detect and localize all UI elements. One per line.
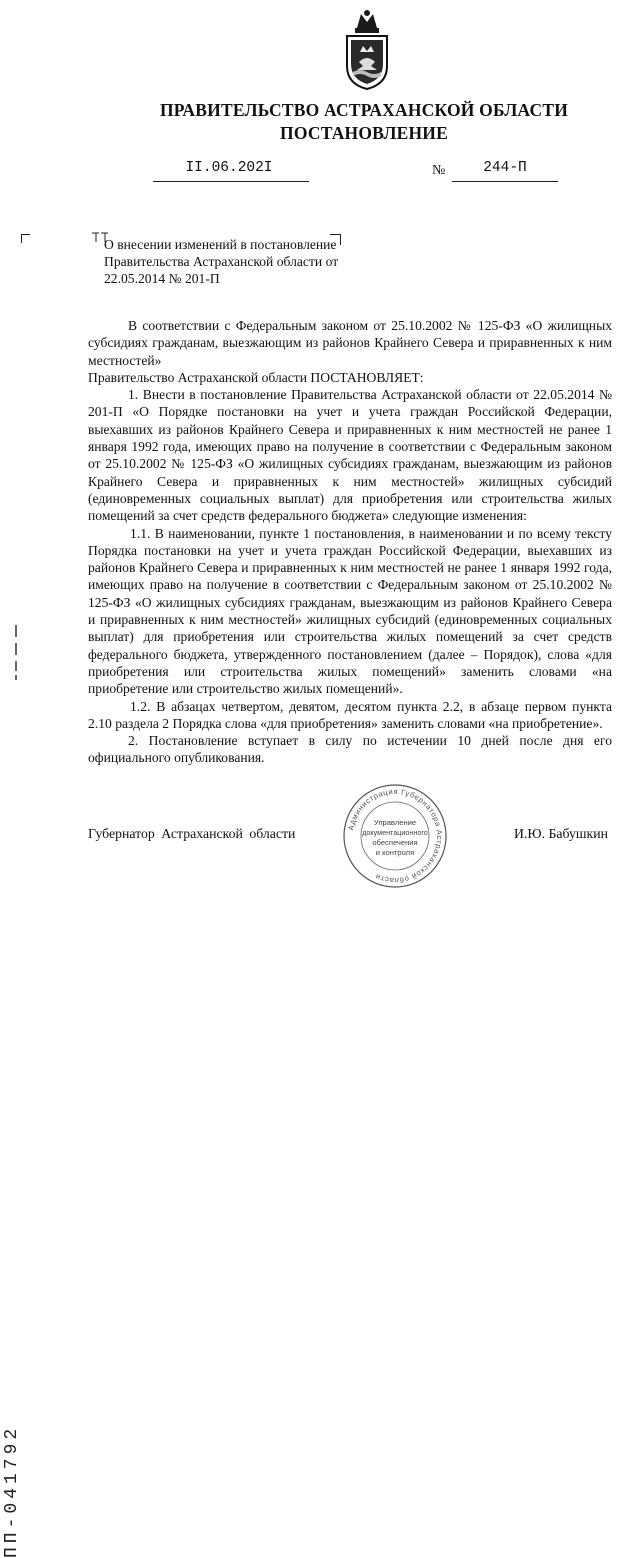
signer-position: Губернатор Астраханской области <box>88 826 296 841</box>
government-title: ПРАВИТЕЛЬСТВО АСТРАХАНСКОЙ ОБЛАСТИ <box>159 100 569 120</box>
document-body <box>88 317 612 767</box>
item-2-paragraph: 2. Постановление вступает в силу по истечении 10 дней после дня его официального опубликования. <box>88 733 612 766</box>
seal-ring-text: Администрация Губернатора Астраханской области <box>346 786 445 886</box>
number-sign: № <box>432 163 446 178</box>
item-1-1-paragraph: 1.1. В наименовании, пункте 1 постановления, в наименовании и по всему тексту Порядка постановки на учет и учета граждан Российской Федерации, выехавших из районов Крайнего Севера и приравненных к ним местностей не ранее 1 января 1992 года, имеющих право на получение в соответствии с Федеральным законом от 25.10.2002 № 125-ФЗ «О жилищных субсидиях гражданам, выезжающим из районов Крайнего Севера и приравненных к ним местностей» жилищных субсидий (единовременных социальных выплат) для приобретения или строительства жилых помещений за счет средств федерального бюджета, утвержденного постановлением (далее – Порядок), слова «для приобретения или строительства жилых помещений» заменить словами «на приобретение или строительство жилых помещений». <box>88 525 612 697</box>
official-seal-stamp <box>341 782 449 890</box>
decree-paragraph: Правительство Астраханской области ПОСТАНОВЛЯЕТ: <box>88 369 424 385</box>
document-subject: О внесении изменений в постановление Правительства Астраханской области от 22.05.2014 № 201-П <box>104 237 339 287</box>
side-serial-wrapper <box>2 700 46 1558</box>
seal-line-4: и контроля <box>375 848 415 857</box>
document-date: II.06.202I <box>185 160 273 176</box>
document-kind: ПОСТАНОВЛЕНИЕ <box>280 123 448 143</box>
coat-of-arms-icon <box>343 8 391 90</box>
side-serial-number: ПП-041792 <box>2 1424 22 1558</box>
document-number: 244-П <box>483 160 527 176</box>
side-tick-marks <box>14 625 22 680</box>
date-underline <box>153 181 309 182</box>
seal-line-3: обеспечения <box>372 838 418 847</box>
preamble-paragraph: В соответствии с Федеральным законом от 25.10.2002 № 125-ФЗ «О жилищных субсидиях гражданам, выезжающим из районов Крайнего Севера и приравненных к ним местностей» <box>88 318 612 368</box>
seal-line-2: документационного <box>362 828 428 837</box>
corner-mark <box>21 234 30 243</box>
item-1-2-paragraph: 1.2. В абзацах четвертом, девятом, десятом пункта 2.2, в абзаце первом пункта 2.10 раздела 2 Порядка слова «для приобретения» заменить словами «на приобретение». <box>88 698 612 731</box>
seal-line-1: Управление <box>373 818 417 827</box>
item-1-paragraph: 1. Внести в постановление Правительства Астраханской области от 22.05.2014 № 201-П «О Порядке постановки на учет и учета граждан Российской Федерации, выехавших из районов Крайнего Севера и приравненных к ним местностей не ранее 1 января 1992 года, имеющих право на получение в соответствии с Федеральным законом от 25.10.2002 № 125-ФЗ «О жилищных субсидиях гражданам, выезжающим из районов Крайнего Севера и приравненных к ним местностей» жилищных субсидий (единовременных социальных выплат) для приобретения или строительства жилых помещений за счет средств федерального бюджета» следующие изменения: <box>88 387 612 524</box>
number-underline <box>452 181 558 182</box>
signer-name: И.Ю. Бабушкин <box>513 826 608 841</box>
